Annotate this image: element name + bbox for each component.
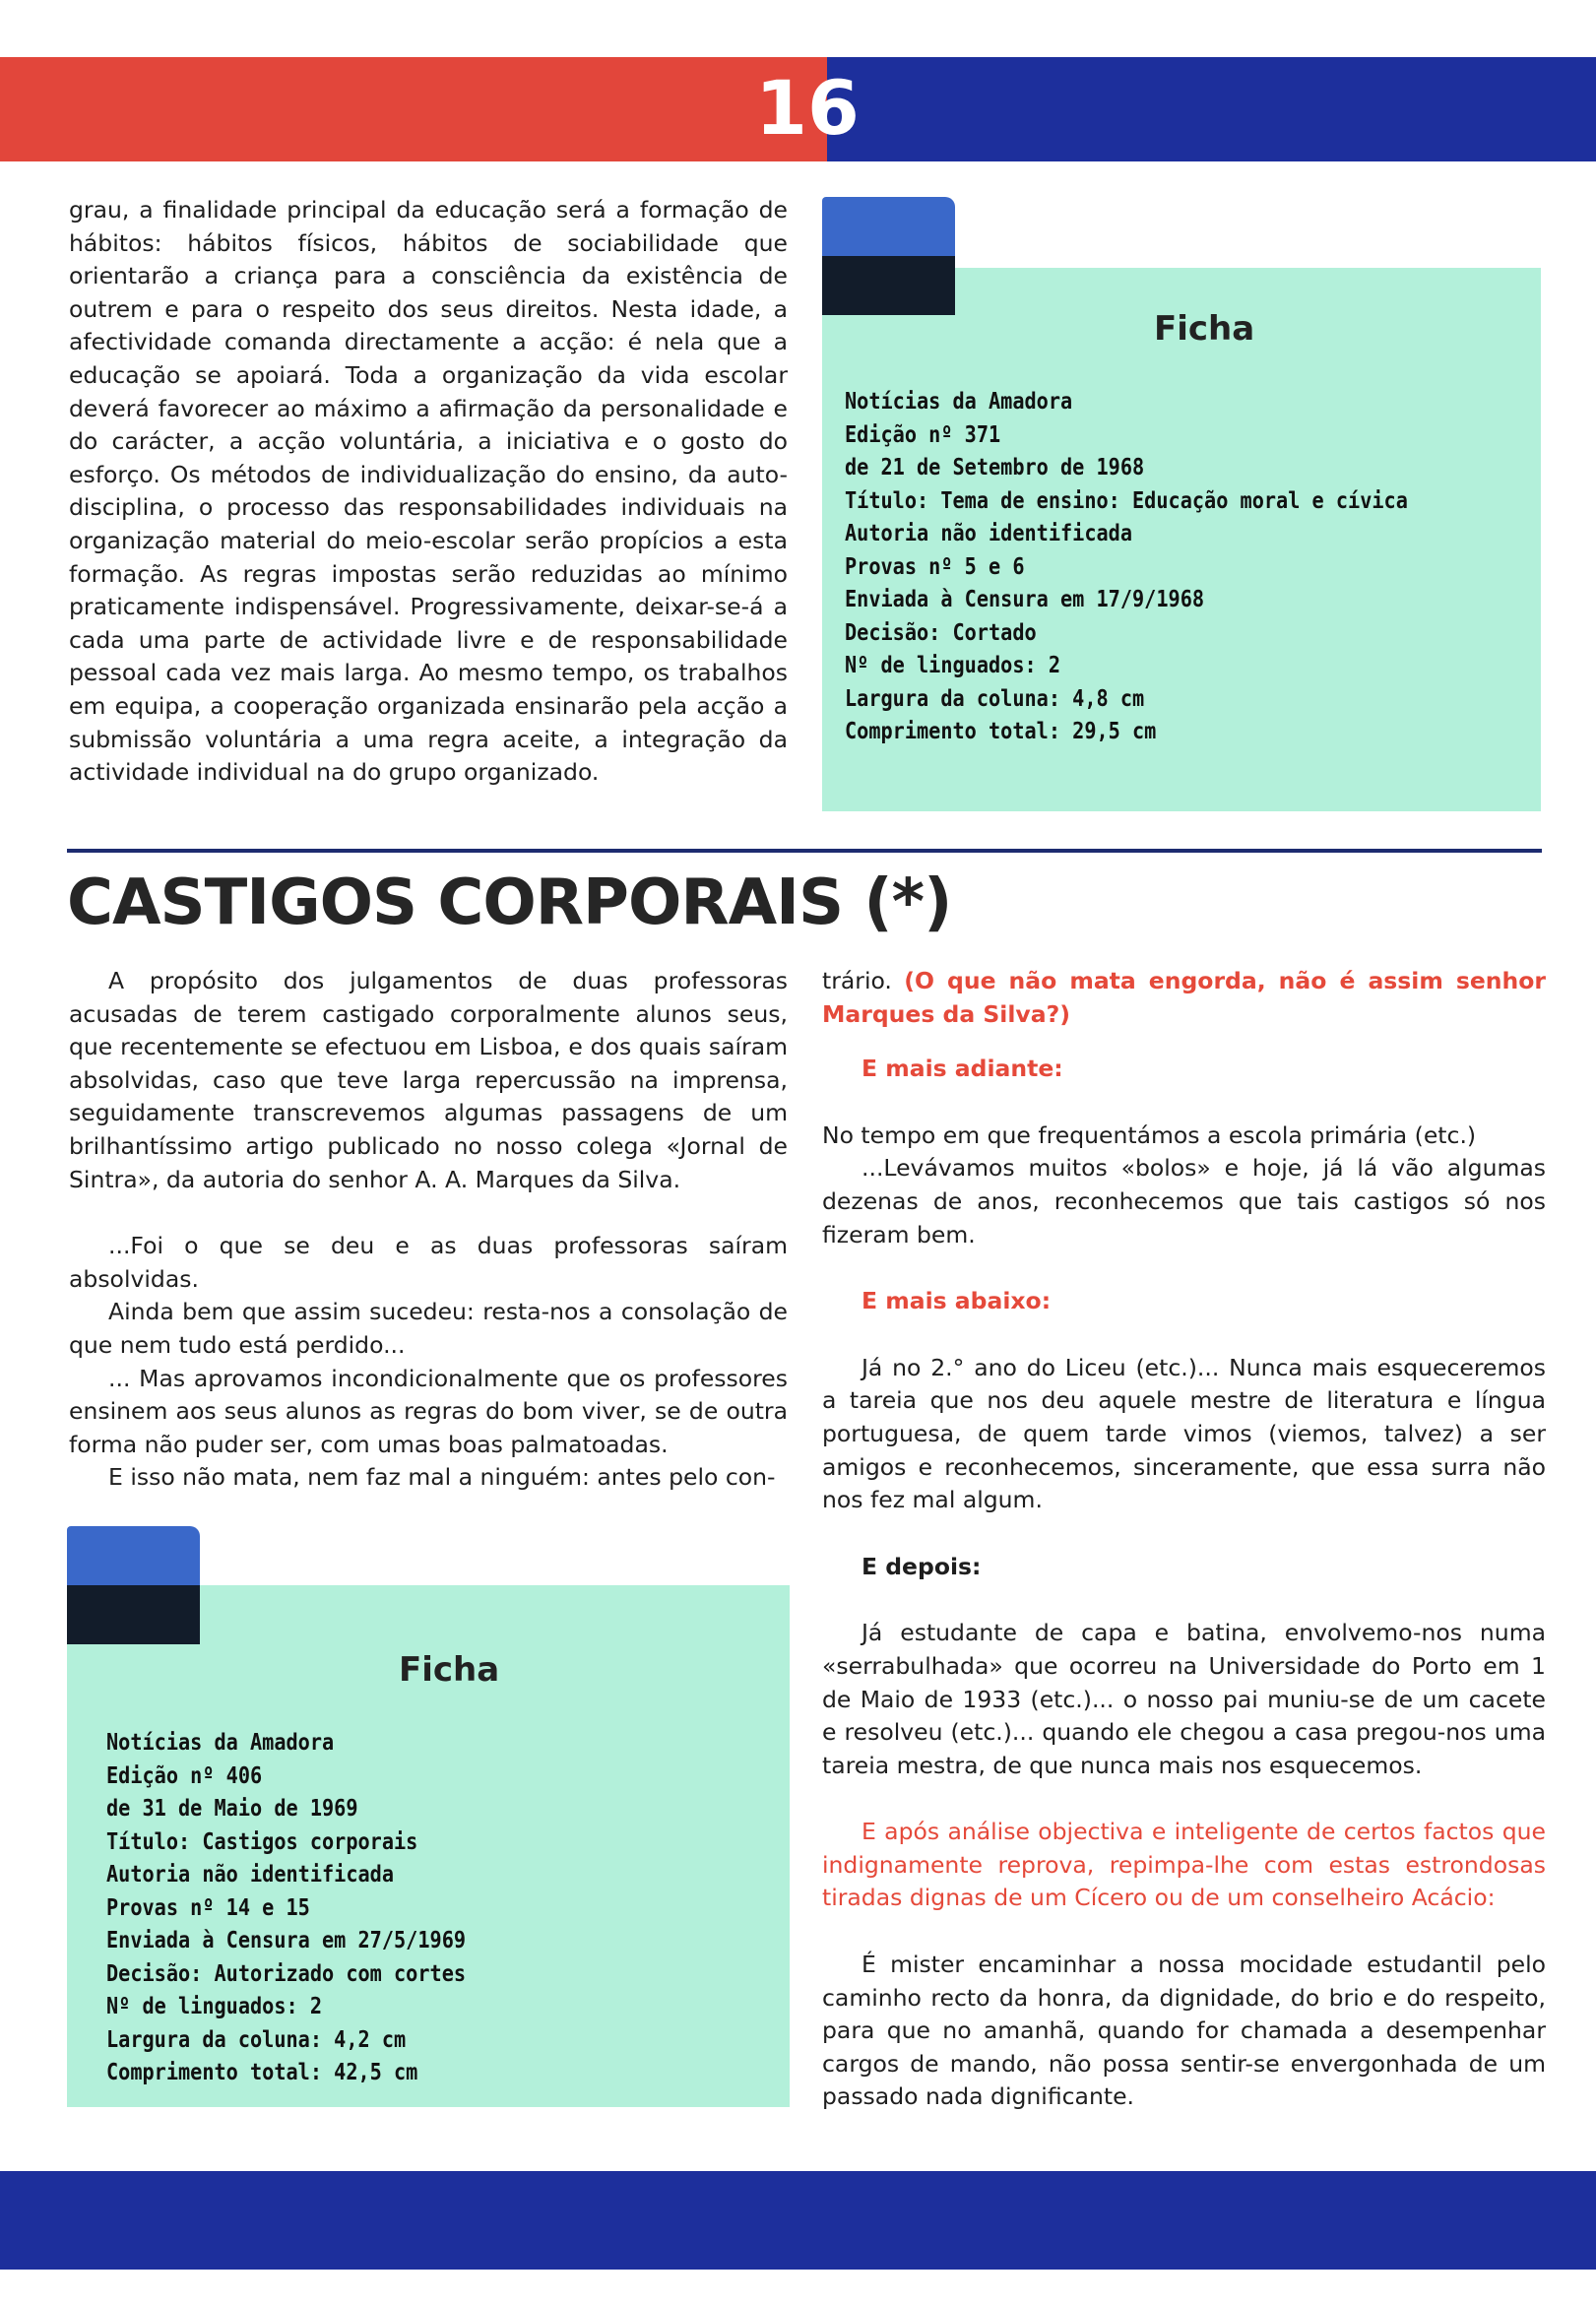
page-number: 16 <box>755 64 860 152</box>
ficha-1-details <box>845 385 1408 748</box>
spacer <box>822 1583 1546 1617</box>
ficha-2-line: Autoria não identificada <box>106 1860 395 1888</box>
spacer <box>822 1031 1546 1053</box>
ficha-1-line: Comprimento total: 29,5 cm <box>845 717 1157 744</box>
spacer <box>822 1318 1546 1352</box>
article-paragraph: ... Mas aprovamos incondicionalmente que os professores ensinem aos seus alunos as regras do bom viver, se de outra forma não puder ser, com umas boas palmatoadas. <box>69 1364 788 1458</box>
ficha-2-tab-blue <box>67 1526 200 1585</box>
article-column-2 <box>822 965 1546 2114</box>
ficha-2-title: Ficha <box>399 1650 500 1690</box>
article-paragraph <box>822 965 1546 1031</box>
ficha-2-line: Título: Castigos corporais <box>106 1826 418 1855</box>
subheading: E mais adiante: <box>862 1055 1063 1083</box>
ficha-1-line: Largura da coluna: 4,8 cm <box>845 683 1145 712</box>
ficha-2-line: Comprimento total: 42,5 cm <box>106 2058 418 2085</box>
ficha-2-line: Provas nº 14 e 15 <box>106 1892 310 1921</box>
spacer <box>822 1086 1546 1120</box>
subheading: E depois: <box>862 1552 982 1580</box>
intro-paragraph: grau, a finalidade principal da educação será a formação de hábitos: hábitos físicos, hábitos de sociabilidade que orientarão a criança para a consciência da existência de outrem e para o respeito dos seus direitos. Nesta idade, a afectividade comanda directamente a acção: é nela que a educação se apoiará. Toda a organização da vida escolar deverá favorecer ao máximo a afirmação da personalidade e do carácter, a acção voluntária, a iniciativa e o gosto do esforço. Os métodos de individualização do ensino, da auto-disciplina, o processo das responsabilidades individuais na organização material do meio-escolar serão propícios a esta formação. As regras impostas serão reduzidas ao mínimo praticamente indispensável. Progressivamente, deixar-se-á a cada uma parte de actividade livre e de responsabilidade pessoal cada vez mais larga. Ao mesmo tempo, os trabalhos em equipa, a cooperação organizada ensinarão pela acção a submissão voluntária a uma regra aceite, a integração da actividade individual na do grupo organizado. <box>69 196 788 787</box>
ficha-2-line: Enviada à Censura em 27/5/1969 <box>106 1926 467 1953</box>
article-title: CASTIGOS CORPORAIS (*) <box>67 866 952 939</box>
footer-band <box>0 2171 1596 2270</box>
ficha-2-line: Largura da coluna: 4,2 cm <box>106 2024 407 2053</box>
ficha-1-line: Enviada à Censura em 17/9/1968 <box>845 585 1205 612</box>
ficha-2-line: Notícias da Amadora <box>106 1728 335 1756</box>
article-paragraph: Já estudante de capa e batina, envolvemo-nos numa «serrabulhada» que ocorreu na Universidade do Porto em 1 de Maio de 1933 (etc.)... o nosso pai muniu-se de um cacete e resolveu (etc.)... quando ele chegou a casa pregou-nos uma tareia mestra, de que nunca mais nos esquecemos. <box>822 1619 1546 1779</box>
continuation-text: trário. <box>822 967 892 994</box>
spacer <box>822 1517 1546 1551</box>
article-paragraph: ...Levávamos muitos «bolos» e hoje, já lá vão algumas dezenas de anos, reconhecemos que tais castigos só nos fizeram bem. <box>822 1154 1546 1248</box>
ficha-1-line: Autoria não identificada <box>845 519 1133 546</box>
spacer <box>822 1251 1546 1285</box>
ficha-1-line: Provas nº 5 e 6 <box>845 551 1025 580</box>
ficha-1-line: de 21 de Setembro de 1968 <box>845 453 1145 480</box>
article-paragraph: Já no 2.° ano do Liceu (etc.)... Nunca mais esqueceremos a tareia que nos deu aquele mestre de literatura e língua portuguesa, de quem tarde vimos (viemos, talvez) a ser amigos e reconhecemos, sinceramente, que essa surra não nos fez mal algum. <box>822 1353 1546 1514</box>
ficha-1-line: Título: Tema de ensino: Educação moral e cívica <box>845 485 1408 514</box>
ficha-1-title: Ficha <box>1154 309 1255 349</box>
editorial-comment: (O que não mata engorda, não é assim senhor Marques da Silva?) <box>822 967 1546 1028</box>
ficha-1-line: Nº de linguados: 2 <box>845 651 1061 678</box>
ficha-2-details <box>106 1726 466 2089</box>
ficha-2-line: de 31 de Maio de 1969 <box>106 1794 358 1822</box>
article-column-1 <box>69 965 788 1495</box>
article-paragraph: A propósito dos julgamentos de duas professoras acusadas de terem castigado corporalmente alunos seus, que recentemente se efectuou em Lisboa, e dos quais saíram absolvidas, caso que teve larga repercussão na imprensa, seguidamente transcrevemos algumas passagens de um brilhantíssimo artigo publicado no nosso colega «Jornal de Sintra», da autoria do senhor A. A. Marques da Silva. <box>69 967 788 1193</box>
ficha-1-line: Decisão: Cortado <box>845 617 1037 646</box>
header-band-red <box>0 57 827 161</box>
ficha-1-line: Notícias da Amadora <box>845 387 1073 415</box>
section-divider <box>67 849 1542 853</box>
ficha-2-tab-black <box>67 1585 200 1644</box>
ficha-2-line: Nº de linguados: 2 <box>106 1992 323 2019</box>
spacer <box>69 1196 788 1230</box>
ficha-2-line: Edição nº 406 <box>106 1760 263 1789</box>
article-paragraph: Ainda bem que assim sucedeu: resta-nos a consolação de que nem tudo está perdido... <box>69 1298 788 1359</box>
intro-column <box>69 194 788 790</box>
editorial-paragraph: E após análise objectiva e inteligente de certos factos que indignamente reprova, repimpa-lhe com estas estrondosas tiradas dignas de um Cícero ou de um conselheiro Acácio: <box>822 1818 1546 1912</box>
header-band-blue <box>827 57 1596 161</box>
spacer <box>822 1915 1546 1949</box>
ficha-1-tab-black <box>822 256 955 315</box>
article-paragraph: ...Foi o que se deu e as duas professoras saíram absolvidas. <box>69 1232 788 1293</box>
article-paragraph: E isso não mata, nem faz mal a ninguém: antes pelo con- <box>108 1463 776 1492</box>
ficha-2-line: Decisão: Autorizado com cortes <box>106 1958 467 1987</box>
ficha-1-tab-blue <box>822 197 955 256</box>
spacer <box>822 1782 1546 1816</box>
article-paragraph: No tempo em que frequentámos a escola primária (etc.) <box>822 1120 1477 1149</box>
article-paragraph: É mister encaminhar a nossa mocidade estudantil pelo caminho recto da honra, da dignidade, do brio e do respeito, para que no amanhã, quando for chamada a desempenhar cargos de mando, não possa sentir-se envergonhada de um passado nada dignificante. <box>822 1951 1546 2111</box>
subheading: E mais abaixo: <box>862 1287 1052 1315</box>
ficha-1-line: Edição nº 371 <box>845 419 1001 448</box>
